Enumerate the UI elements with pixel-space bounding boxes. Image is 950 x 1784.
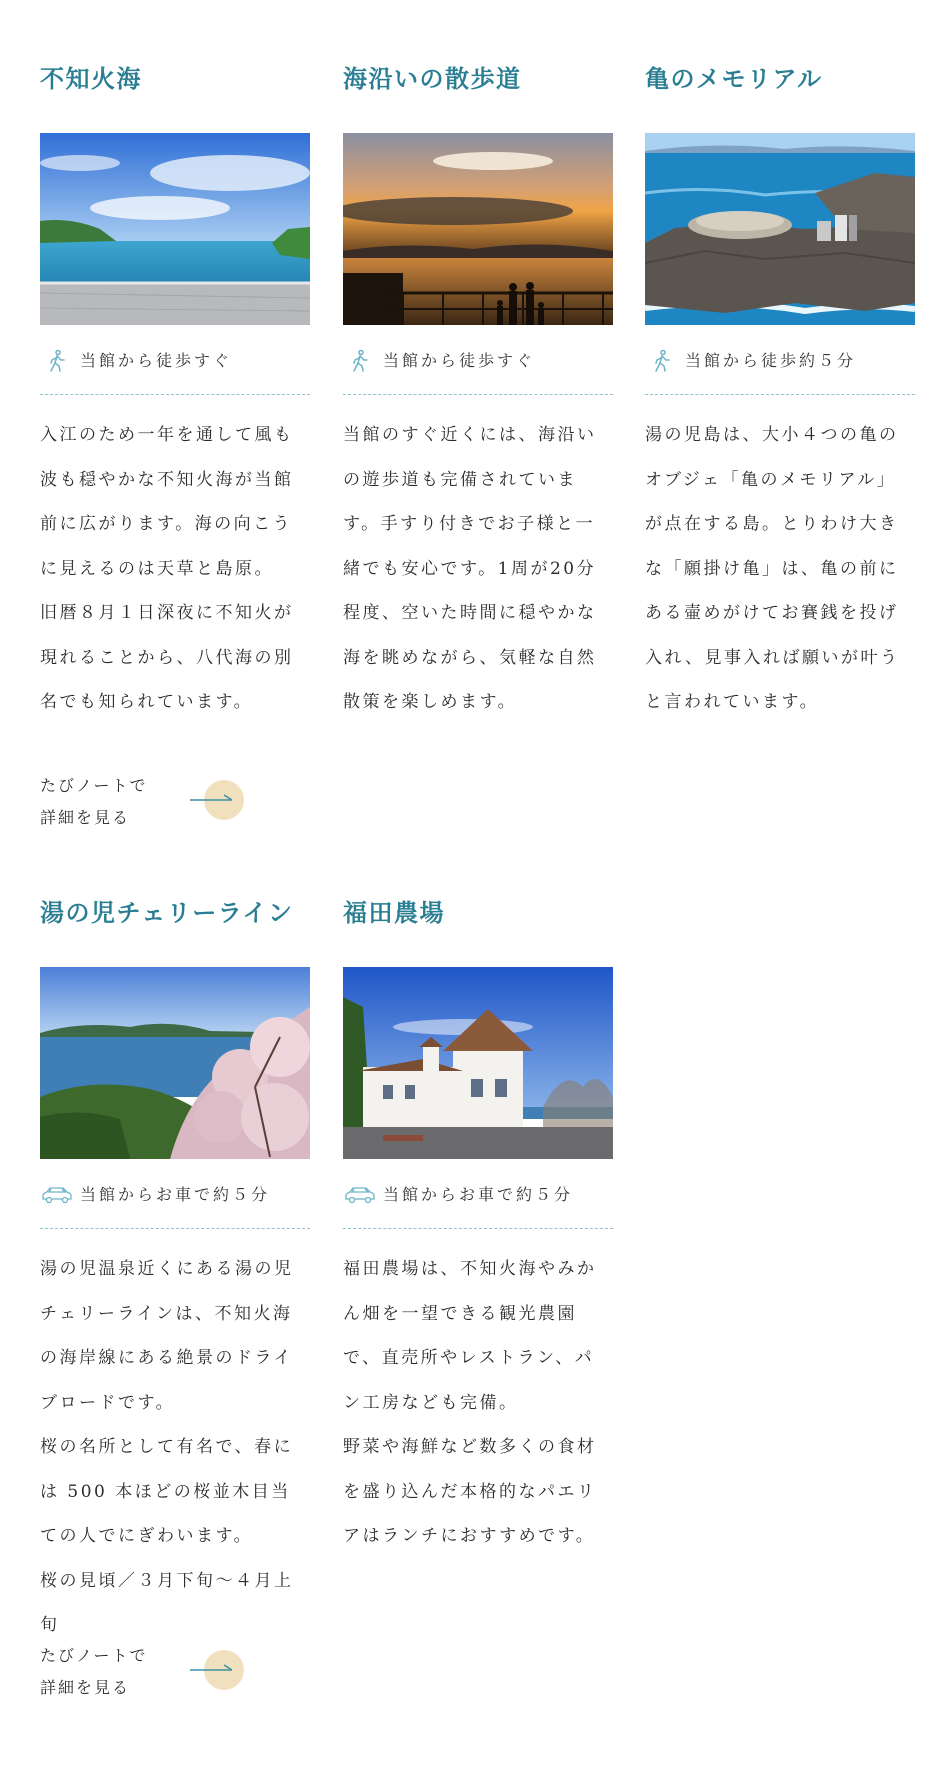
description-paragraph: 当館のすぐ近くには、海沿いの遊歩道も完備されています。手すり付きでお子様と一緒でも安心です。1周が20分程度、空いた時間に穏やかな海を眺めながら、気軽な自然散策を楽しめます。: [343, 425, 597, 712]
spot-title: 湯の児チェリーライン: [40, 898, 294, 927]
access-text: 当館からお車で約５分: [80, 1185, 271, 1204]
spot-title: 不知火海: [40, 64, 142, 93]
access-text: 当館から徒歩すぐ: [80, 351, 233, 370]
spot-card-turtle-memorial: [645, 64, 915, 725]
details-link-line: たびノートで: [40, 1646, 148, 1665]
walking-person-icon: [645, 349, 679, 373]
description-paragraph: 入江のため一年を通して風も波も穏やかな不知火海が当館前に広がります。海の向こうに見えるのは天草と島原。: [40, 425, 294, 579]
spot-description: [343, 413, 613, 725]
details-link-line: 詳細を見る: [40, 1678, 131, 1697]
details-link-line: 詳細を見る: [40, 808, 131, 827]
access-text: 当館から徒歩約５分: [685, 351, 857, 370]
car-icon: [343, 1183, 377, 1207]
description-paragraph: 福田農場は、不知火海やみかん畑を一望できる観光農園で、直売所やレストラン、パン工房なども完備。: [343, 1259, 597, 1413]
sea-photo: [40, 133, 310, 325]
access-info: [645, 349, 915, 395]
description-paragraph: 旧暦８月１日深夜に不知火が現れることから、八代海の別名でも知られています。: [40, 603, 294, 712]
description-paragraph: 桜の名所として有名で、春には 500 本ほどの桜並木目当ての人でにぎわいます。: [40, 1437, 294, 1546]
spot-title: 福田農場: [343, 898, 445, 927]
details-link-label: [40, 1640, 148, 1704]
spot-card-cherry-line: [40, 898, 310, 1648]
details-link-label: [40, 770, 148, 834]
farm-building-photo: [343, 967, 613, 1159]
car-icon: [40, 1183, 74, 1207]
details-link-line: たびノートで: [40, 776, 148, 795]
arrow-right-icon: [188, 790, 234, 810]
access-text: 当館からお車で約５分: [383, 1185, 574, 1204]
cherry-blossom-photo: [40, 967, 310, 1159]
spot-description: [343, 1247, 613, 1559]
access-info: [343, 349, 613, 395]
turtle-rock-photo: [645, 133, 915, 325]
access-info: [40, 349, 310, 395]
access-text: 当館から徒歩すぐ: [383, 351, 536, 370]
spot-title: 亀のメモリアル: [645, 64, 823, 93]
spot-description: [645, 413, 915, 725]
spot-title: 海沿いの散歩道: [343, 64, 522, 93]
details-link[interactable]: [40, 770, 310, 830]
walking-person-icon: [40, 349, 74, 373]
access-info: [343, 1183, 613, 1229]
description-paragraph: 湯の児温泉近くにある湯の児チェリーラインは、不知火海の海岸線にある絶景のドライブロードです。: [40, 1259, 294, 1413]
spot-card-fukuda-farm: [343, 898, 613, 1559]
walking-person-icon: [343, 349, 377, 373]
access-info: [40, 1183, 310, 1229]
spot-card-shiranui: [40, 64, 310, 725]
description-paragraph: 桜の見頃／３月下旬～４月上旬: [40, 1570, 294, 1635]
sunset-photo: [343, 133, 613, 325]
spot-description: [40, 413, 310, 725]
spot-description: [40, 1247, 310, 1648]
details-link[interactable]: [40, 1640, 310, 1700]
description-paragraph: 湯の児島は、大小４つの亀のオブジェ「亀のメモリアル」が点在する島。とりわけ大きな「願掛け亀」は、亀の前にある壷めがけてお賽銭を投げ入れ、見事入れば願いが叶うと言われています。: [645, 425, 900, 712]
spot-card-seaside-walk: [343, 64, 613, 725]
arrow-right-icon: [188, 1660, 234, 1680]
description-paragraph: 野菜や海鮮など数多くの食材を盛り込んだ本格的なパエリアはランチにおすすめです。: [343, 1437, 597, 1546]
